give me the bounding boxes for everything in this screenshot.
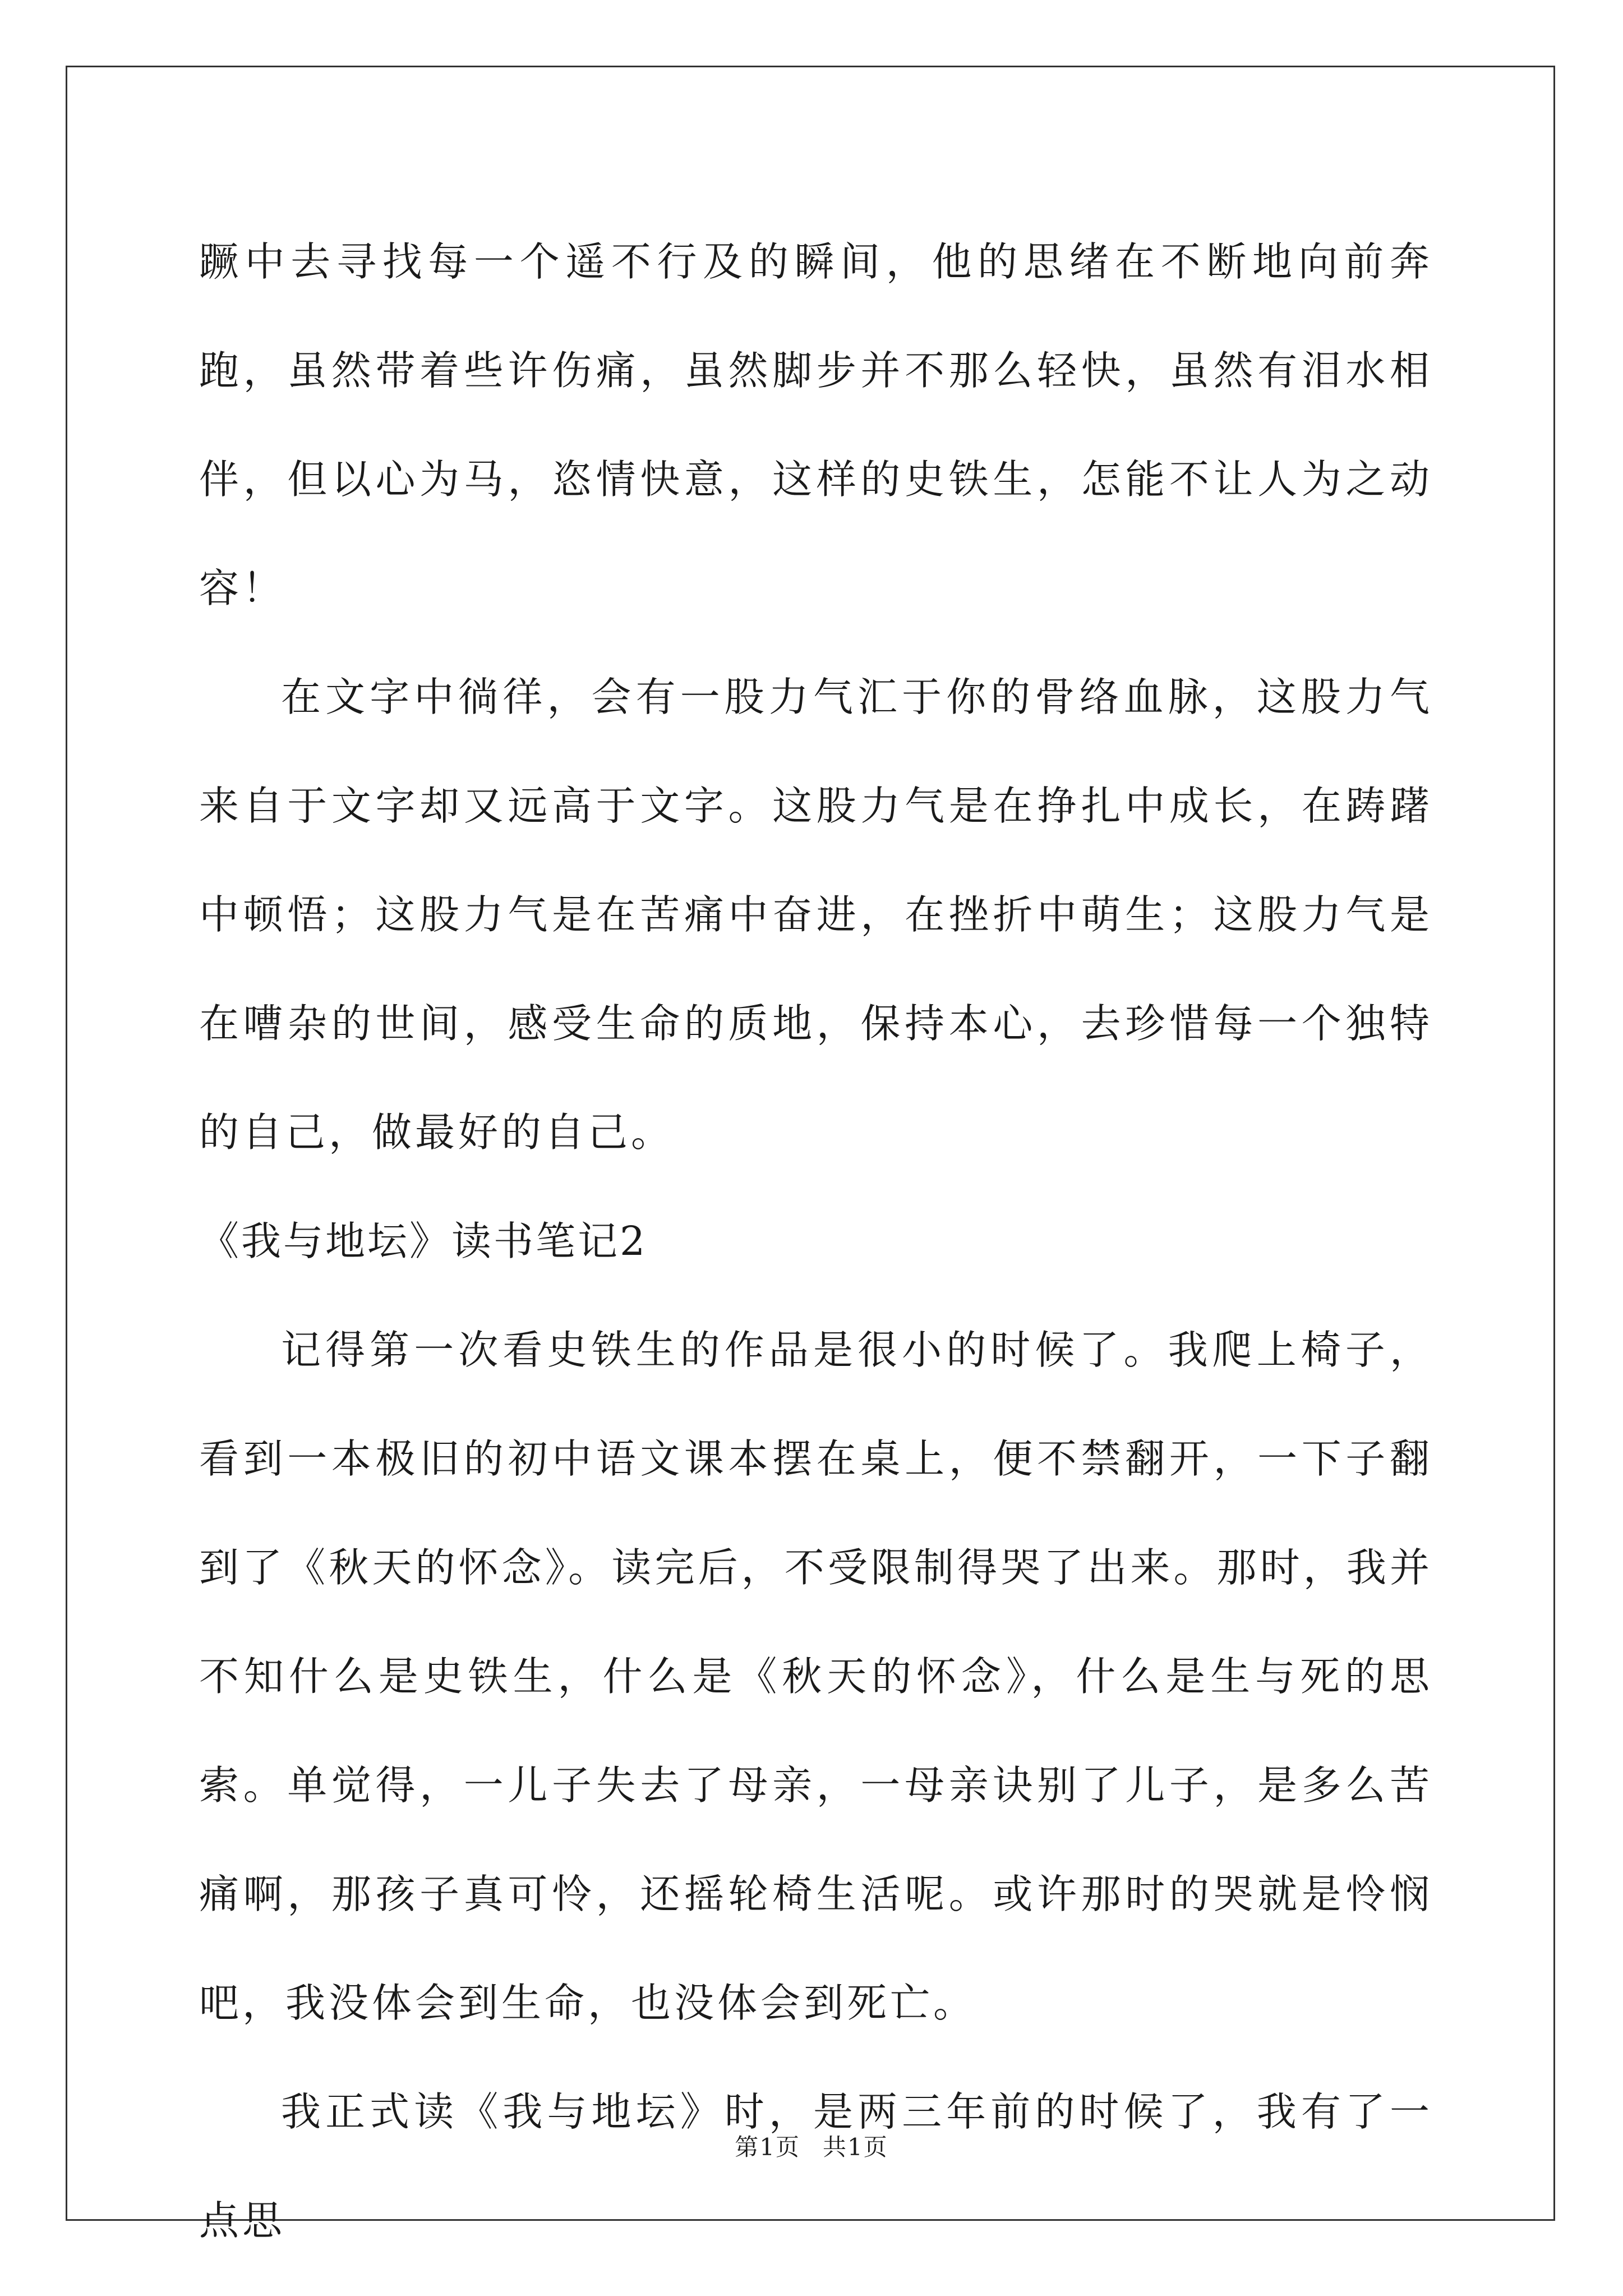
document-body <box>199 208 1433 2275</box>
paragraph-1: 蹶中去寻找每一个遥不行及的瞬间，他的思绪在不断地向前奔跑，虽然带着些许伤痛，虽然脚步并不那么轻快，虽然有泪水相伴，但以心为马，恣情快意，这样的史铁生，怎能不让人为之动容！ <box>199 238 1433 611</box>
total-pages: 共1页 <box>823 2133 888 2161</box>
paragraph-4: 我正式读《我与地坛》时，是两三年前的时候了，我有了一点思 <box>199 2088 1433 2244</box>
section-heading: 《我与地坛》读书笔记2 <box>199 1218 648 1264</box>
paragraph-2: 在文字中徜徉，会有一股力气汇于你的骨络血脉，这股力气来自于文字却又远高于文字。这股力气是在挣扎中成长，在踌躇中顿悟；这股力气是在苦痛中奋进，在挫折中萌生；这股力气是在嘈杂的世间，感受生命的质地，保持本心，去珍惜每一个独特的自己，做最好的自己。 <box>199 674 1433 1156</box>
page-number: 第1页 <box>735 2133 800 2161</box>
page-footer <box>0 2129 1623 2162</box>
paragraph-3: 记得第一次看史铁生的作品是很小的时候了。我爬上椅子，看到一本极旧的初中语文课本摆在桌上，便不禁翻开，一下子翻到了《秋天的怀念》。读完后，不受限制得哭了出来。那时，我并不知什么是史铁生，什么是《秋天的怀念》，什么是生与死的思索。单觉得，一儿子失去了母亲，一母亲诀别了儿子，是多么苦痛啊，那孩子真可怜，还摇轮椅生活呢。或许那时的哭就是怜悯吧，我没体会到生命，也没体会到死亡。 <box>199 1327 1433 2026</box>
